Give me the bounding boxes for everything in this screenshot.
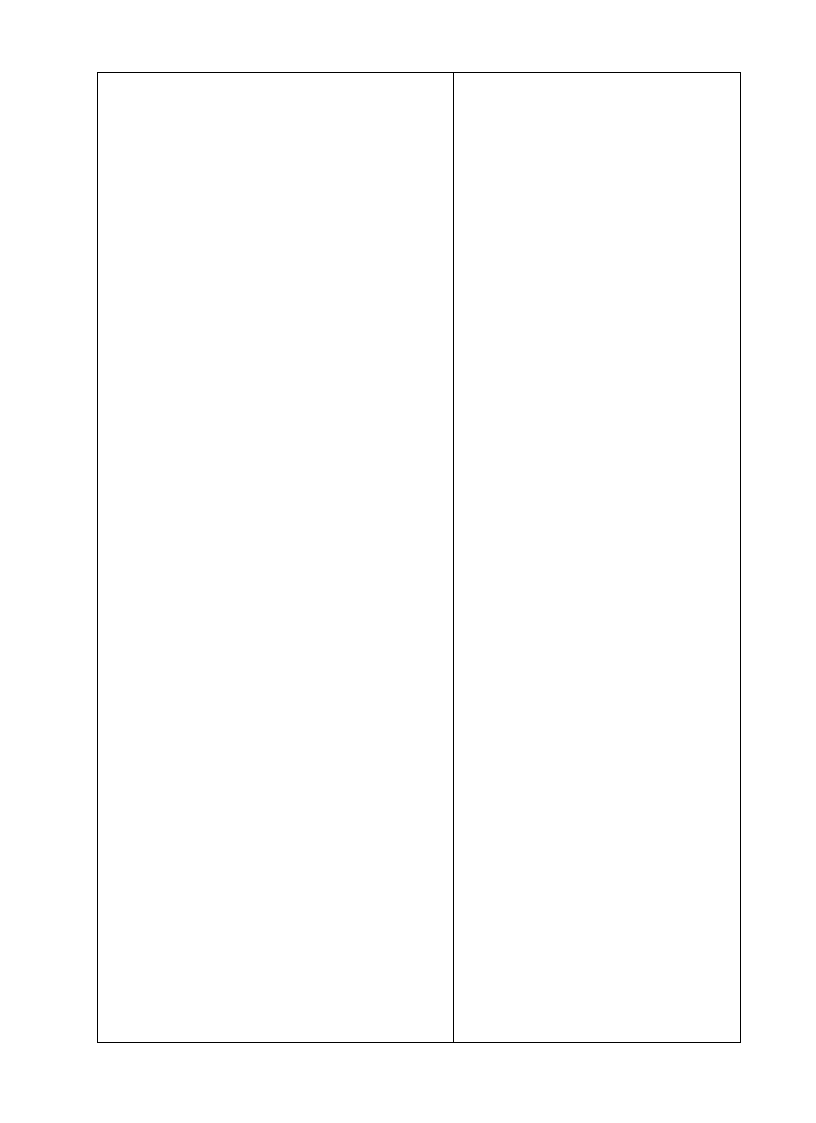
lesson-table [97, 72, 741, 1043]
column-divider [453, 73, 454, 1042]
activity-column [98, 73, 453, 1042]
